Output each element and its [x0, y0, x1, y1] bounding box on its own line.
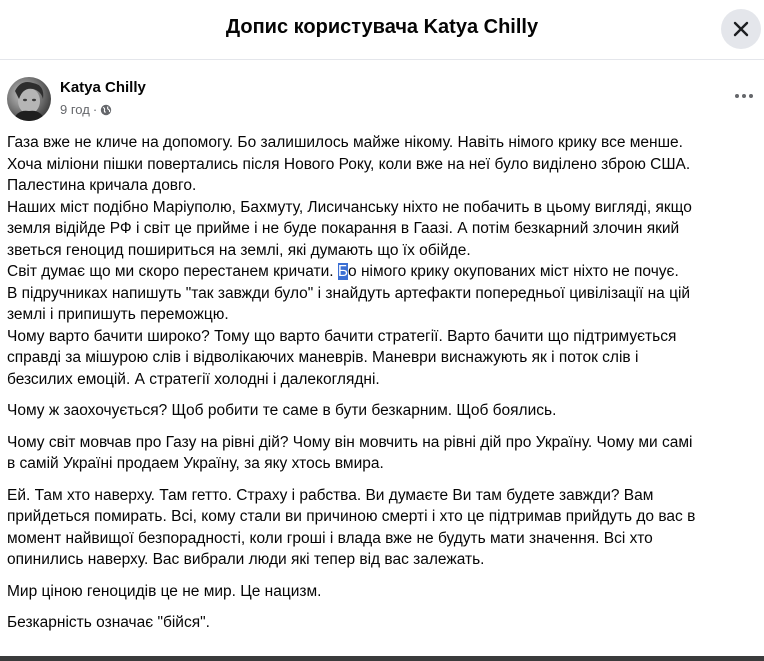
- post-line: момент найвищої безпорадності, коли гроші і влада вже не будуть мати значення. Всі хто: [7, 529, 653, 547]
- selected-text: Б: [337, 263, 349, 280]
- dialog-header: [0, 0, 764, 60]
- close-button[interactable]: [721, 9, 761, 49]
- meta-separator: ·: [92, 102, 98, 117]
- post-line: Хоча мілiони пішки повертались після Нового Року, коли вже на неї було виділено зброю США.: [7, 155, 691, 173]
- post-line: Палестина кричала довго.: [7, 177, 197, 194]
- post-header: [0, 60, 764, 130]
- close-icon: [732, 20, 750, 38]
- post-paragraph: [7, 581, 757, 603]
- author-name[interactable]: Katya Chilly: [60, 79, 146, 96]
- text-after-selection: о німого крику окупованих міст ніхто не почує.: [348, 263, 679, 280]
- post-line: Наших міст подібно Маріуполю, Бахмуту, Лисичанську ніхто не побачить в цьому вигляді, якщо: [7, 198, 692, 216]
- post-line: опинились наверху. Вас вибрали люди які тепер від вас залежать.: [7, 551, 485, 568]
- avatar-image: [7, 77, 51, 121]
- post-paragraph: [7, 132, 757, 390]
- post-paragraph: [7, 612, 757, 634]
- post-paragraph: [7, 400, 757, 422]
- post-line: в самій Україні продаем Україну, за яку хтось вмира.: [7, 455, 384, 472]
- bottom-divider: [0, 656, 764, 661]
- post-meta: [60, 102, 112, 117]
- avatar[interactable]: [7, 77, 51, 121]
- more-options-button[interactable]: [730, 86, 758, 106]
- post-paragraph: [7, 485, 757, 571]
- post-line: В підручниках напишуть "так завжди було" і знайдуть артефакти попередньої цивілізації на цій: [7, 284, 691, 302]
- post-line: зветься геноцид пошириться на землі, які думають що їх обійде.: [7, 241, 471, 259]
- post-line: земля відійде РФ і світ це прийме і не буде покарання в Гаазі. А потім безкарний злочин який: [7, 220, 680, 237]
- post-line: Мир ціною геноцидів це не мир. Це нацизм.: [7, 582, 322, 600]
- post-line-with-selection: [7, 261, 757, 283]
- post-line: Безкарність означає "бійся".: [7, 614, 210, 631]
- post-paragraph: [7, 432, 757, 475]
- post-line: Ей. Там хто наверху. Там гетто. Страху і рабства. Ви думаєте Ви там будете завжди? Вам: [7, 486, 654, 504]
- post-line: Чому варто бачити широко? Тому що варто бачити стратегії. Варто бачити що підтримується: [7, 327, 677, 345]
- post-body: [7, 132, 757, 634]
- post-line: землі і припишуть переможцю.: [7, 306, 229, 323]
- more-horizontal-icon: [734, 93, 754, 99]
- post-line: Чому світ мовчав про Газу на рівні дій? Чому він мовчить на рівні дій про Україну. Чому ми самі: [7, 433, 693, 451]
- post-time[interactable]: 9 год: [60, 102, 90, 117]
- text-before-selection: Світ думає що ми скоро перестанем кричати.: [7, 263, 338, 280]
- globe-icon: [100, 104, 112, 116]
- post-line: справді за мішурою слів і відволікаючих маневрів. Маневри виснажують як і поток слів і: [7, 349, 639, 366]
- post-line: безсилих емоцій. А стратегії холодні і далекоглядні.: [7, 370, 380, 388]
- dialog-title: Допис користувача Katya Chilly: [225, 16, 539, 38]
- post-line: Чому ж заохочується? Щоб робити те саме в бути безкарним. Щоб боялись.: [7, 402, 557, 419]
- post-line: Газа вже не кличе на допомогу. Бо залишилось майже нікому. Навіть німого крику все менше.: [7, 134, 683, 151]
- post-line: прийдеться помирать. Всі, кому стали ви причиною смерті і хто це підтримав прийдуть до вас в: [7, 508, 696, 525]
